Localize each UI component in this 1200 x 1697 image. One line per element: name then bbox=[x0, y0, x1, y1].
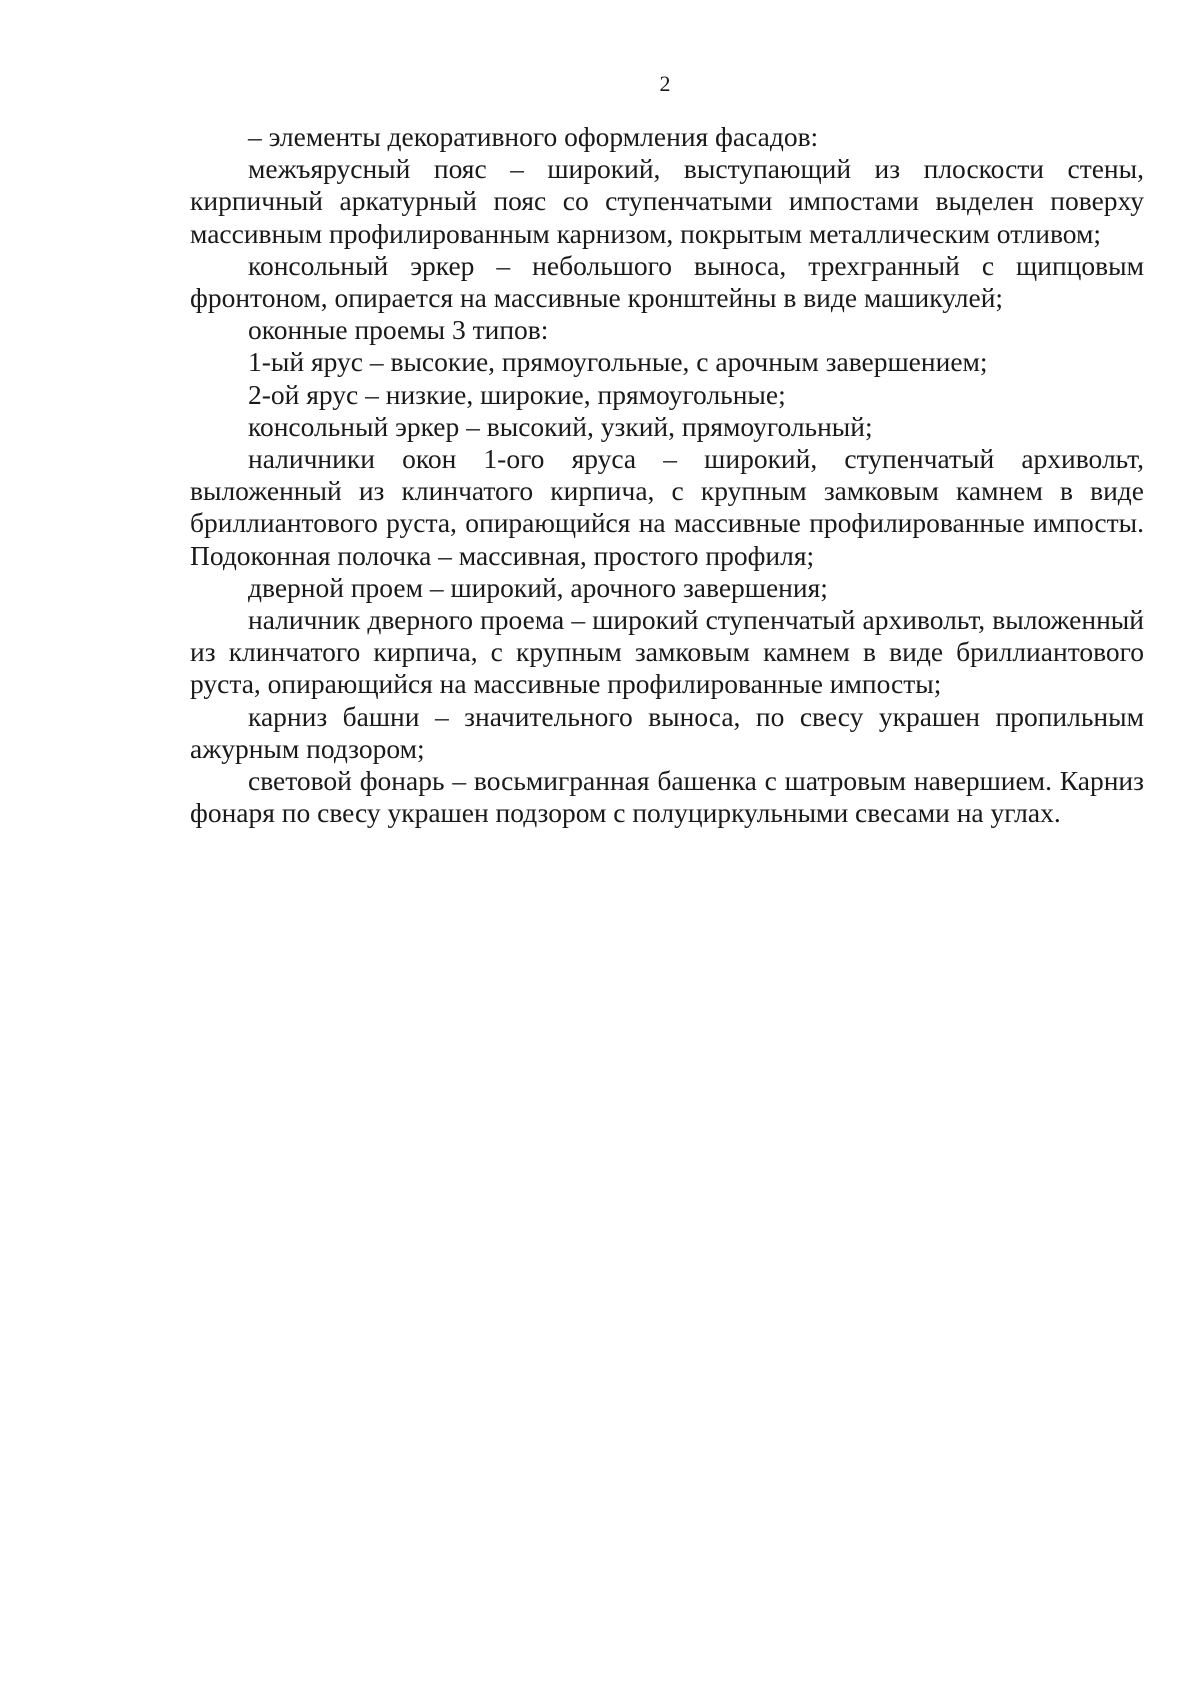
paragraph-facade-elements-heading: – элементы декоративного оформления фасадов: bbox=[248, 121, 819, 152]
paragraph-bay-window-openings: консольный эркер – высокий, узкий, прямоугольный; bbox=[248, 410, 873, 442]
paragraph-inter-tier-belt: межъярусный пояс – широкий, выступающий из плоскости стены, кирпичный аркатурный пояс со ступенчатыми импостами выделен поверху массивным профилированным карнизом, покрытым металлическим отливом; bbox=[190, 153, 1144, 249]
paragraph-tower-cornice: карниз башни – значительного выноса, по свесу украшен пропильным ажурным подзором; bbox=[190, 700, 1144, 764]
paragraph-door-surround: наличник дверного проема – широкий ступенчатый архивольт, выложенный из клинчатого кирпича, с крупным замковым камнем в виде бриллиантового руста, опирающийся на массивные профилированные импосты; bbox=[190, 604, 1144, 700]
paragraph-lantern: световой фонарь – восьмигранная башенка с шатровым навершием. Карниз фонаря по свесу украшен подзором с полуциркульными свесами на углах. bbox=[190, 765, 1144, 829]
paragraph-console-bay-window: консольный эркер – небольшого выноса, трехгранный с щипцовым фронтоном, опирается на массивные кронштейны в виде машикулей; bbox=[190, 249, 1144, 314]
page-number: 2 bbox=[659, 71, 671, 96]
document-body bbox=[190, 121, 1144, 829]
paragraph-door-opening: дверной проем – широкий, арочного завершения; bbox=[248, 571, 828, 603]
paragraph-second-tier: 2-ой ярус – низкие, широкие, прямоугольные; bbox=[248, 378, 786, 410]
paragraph-window-surrounds: наличники окон 1-ого яруса – широкий, ступенчатый архивольт, выложенный из клинчатого кирпича, с крупным замковым камнем в виде бриллиантового руста, опирающийся на массивные профилированные импосты. Подоконная полочка – массивная, простого профиля; bbox=[190, 443, 1144, 571]
paragraph-first-tier: 1-ый ярус – высокие, прямоугольные, с арочным завершением; bbox=[248, 346, 988, 378]
paragraph-window-openings: оконные проемы 3 типов: bbox=[248, 314, 549, 346]
